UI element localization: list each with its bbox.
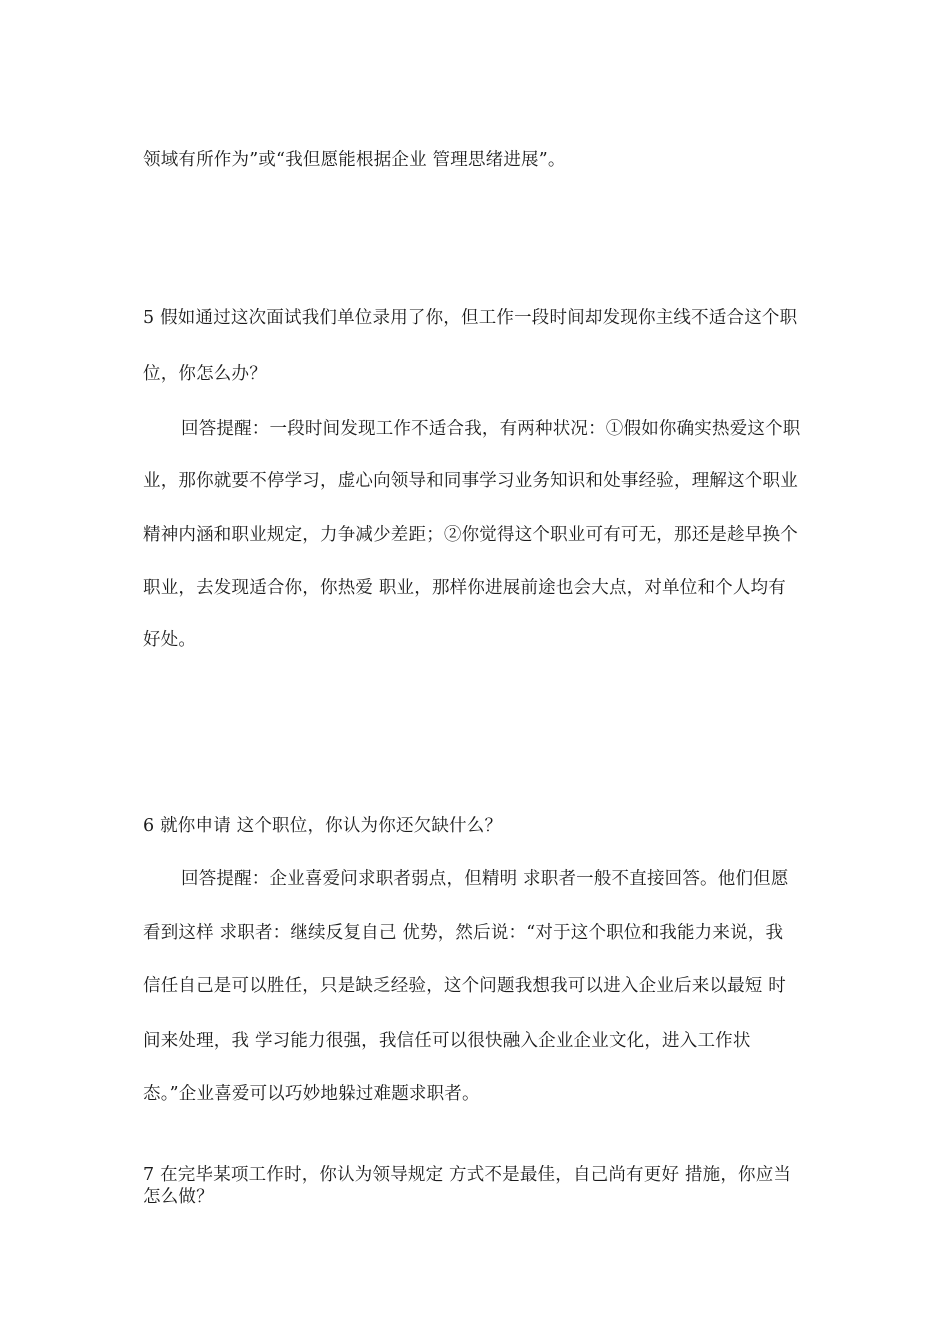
answer-6-line-4: 间来处理，我 学习能力很强，我信任可以很快融入企业企业文化，进入工作状: [143, 1031, 751, 1051]
question-5-line-1: 5 假如通过这次面试我们单位录用了你，但工作一段时间却发现你主线不适合这个职: [143, 308, 798, 328]
text-line: 领域有所作为”或“我但愿能根据企业 管理思绪进展”。: [143, 150, 566, 170]
answer-6-line-5: 态。”企业喜爱可以巧妙地躲过难题求职者。: [143, 1084, 480, 1104]
question-7-line-2: 怎么做？: [143, 1187, 214, 1207]
answer-6-line-2: 看到这样 求职者：继续反复自己 优势，然后说：“对于这个职位和我能力来说，我: [143, 923, 784, 943]
answer-5-line-1: 回答提醒：一段时间发现工作不适合我，有两种状况：①假如你确实热爱这个职: [181, 419, 801, 439]
answer-5-line-3: 精神内涵和职业规定，力争减少差距；②你觉得这个职业可有可无，那还是趁早换个: [143, 525, 798, 545]
answer-5-line-5: 好处。: [143, 630, 197, 650]
answer-5-line-2: 业，那你就要不停学习，虚心向领导和同事学习业务知识和处事经验，理解这个职业: [143, 471, 798, 491]
question-6-line-1: 6 就你申请 这个职位，你认为你还欠缺什么？: [143, 816, 503, 836]
answer-5-line-4: 职业，去发现适合你，你热爱 职业，那样你进展前途也会大点，对单位和个人均有: [143, 578, 786, 598]
question-5-line-2: 位，你怎么办？: [143, 364, 267, 384]
question-7-line-1: 7 在完毕某项工作时，你认为领导规定 方式不是最佳，自己尚有更好 措施，你应当: [143, 1165, 792, 1185]
answer-6-line-1: 回答提醒：企业喜爱问求职者弱点，但精明 求职者一般不直接回答。他们但愿: [181, 869, 789, 889]
answer-6-line-3: 信任自己是可以胜任，只是缺乏经验，这个问题我想我可以进入企业后来以最短 时: [143, 976, 786, 996]
